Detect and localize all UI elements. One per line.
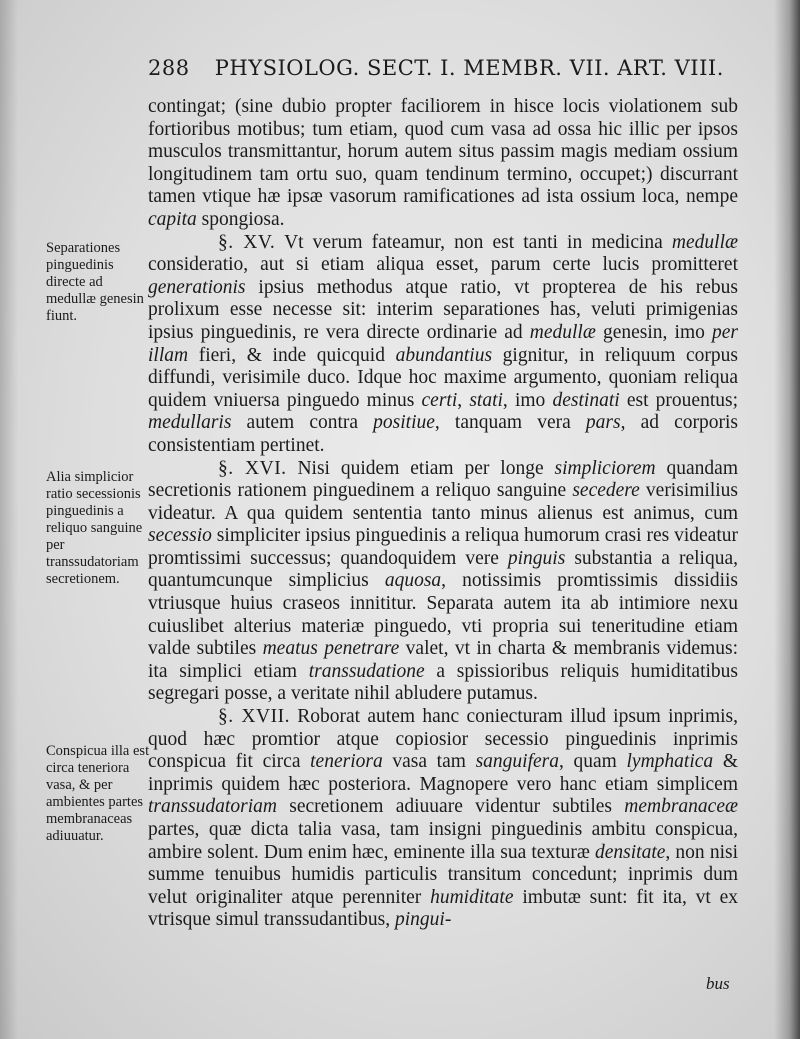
catchword: bus xyxy=(706,974,730,993)
running-title: PHYSIOLOG. SECT. I. MEMBR. VII. ART. VIII. xyxy=(214,56,724,80)
main-text xyxy=(148,96,738,932)
page-shadow-left xyxy=(0,0,18,1039)
paragraph-section-xvi xyxy=(148,458,738,707)
page-number: 288 xyxy=(148,56,190,80)
section-mark: §. XVII. xyxy=(218,706,290,728)
margin-note-conspicua: Conspicua illa est circa teneriora vasa, & per ambientes partes membranaceas adiuuatur. xyxy=(46,743,150,844)
paragraph-section-xv xyxy=(148,232,738,458)
paragraph-body: Nisi quidem etiam per longe simpliciorem quandam secretionis rationem pinguedinem a reliquo sanguine secedere verisimilius videatur. A qua quidem sententia tanto minus alienus est animus, cum secessio simpliciter ipsius pinguedinis a reliqua humorum crasi res videatur promtissimi successus; quandoquidem vere pinguis substantia a reliqua, quantumcunque simplicius aquosa, notissimis promtissimis dissidiis vtriusque huius craseos innititur. Separata autem ita ab intimiore nexu cuiuslibet alterius materiæ pinguedo, vti propria sui teneritudine etiam valde subtiles meatus penetrare valet, vt in charta & membranis videmus: ita simplici etiam transsudatione a spissioribus reliquis humiditatibus segregari posse, a veritate nihil abludere putamus. xyxy=(148,457,738,705)
paragraph-body: Roborat autem hanc coniecturam illud ipsum inprimis, quod hæc promtior atque copiosior secessio pinguedinis inprimis conspicua fit circa teneriora vasa tam sanguifera, quam lymphatica & inprimis quidem hæc posteriora. Magnopere vero hanc etiam simplicem transsudatoriam secretionem adiuuare videntur subtiles membranaceæ partes, quæ dicta talia vasa, tam insigni pinguedinis ambitu conspicua, ambire solent. Dum enim hæc, eminente illa sua texturæ densitate, non nisi summe tenuibus humidis particulis transitum concedunt; inprimis dum velut originaliter atque perenniter humiditate imbutæ sunt: fit ita, vt ex vtrisque simul transsudantibus, pingui- xyxy=(148,706,739,931)
paragraph-section-xvii xyxy=(148,706,738,932)
paragraph-body: Vt verum fateamur, non est tanti in medicina medullæ consideratio, aut si etiam aliqua esset, parum certe lucis promitteret generationis ipsius methodus atque ratio, vt propterea de his rebus prolixum esse necesse sit: interim separationes has, veluti primigenias ipsius pinguedinis, re vera directe ordinarie ad medullæ genesin, imo per illam fieri, & inde quicquid abundantius gignitur, in reliquum corpus diffundi, verisimile duco. Idque hoc maxime argumento, quoniam reliqua quidem vniuersa pinguedo minus certi, stati, imo destinati est prouentus; medullaris autem contra positiue, tanquam vera pars, ad corporis consistentiam pertinet. xyxy=(148,231,739,456)
page-shadow-right xyxy=(774,0,800,1039)
paragraph-body: contingat; (sine dubio propter faciliorem in hisce locis violationem sub fortioribus motibus; tum etiam, quod cum vasa ad ossa hic illic per ipsos musculos transmittantur, horum autem situs passim magis mediam ossium longitudinem tam ortu suo, quam tendinum termino, occupet;) discurrant tamen vtique hæ ipsæ vasorum ramificationes ad ista ossium loca, nempe capita spongiosa. xyxy=(148,96,738,230)
margin-note-separationes: Separationes pinguedinis directe ad medullæ genesin fiunt. xyxy=(46,240,144,324)
running-head xyxy=(148,56,748,84)
section-mark: §. XV. xyxy=(218,231,276,253)
paragraph-continuation xyxy=(148,96,738,232)
margin-note-alia-simplicior: Alia simplicior ratio secessionis pinguedinis a reliquo sanguine per transsudatoriam secretionem. xyxy=(46,469,143,587)
section-mark: §. XVI. xyxy=(218,457,287,479)
